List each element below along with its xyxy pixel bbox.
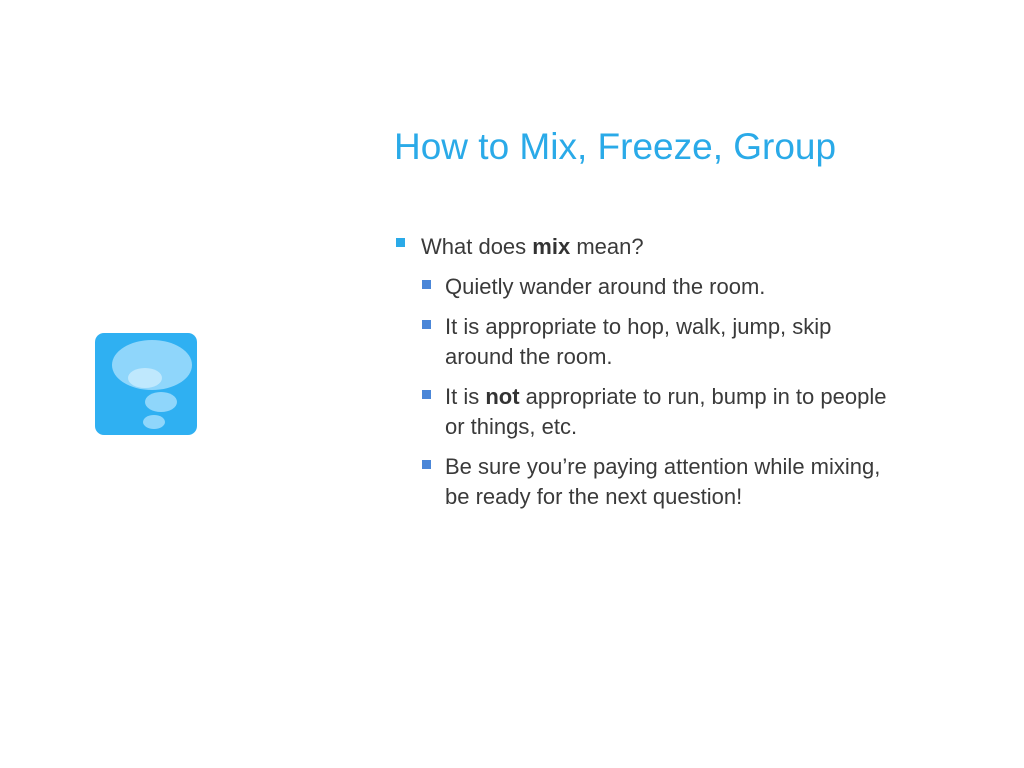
square-bullet-icon xyxy=(422,320,431,329)
sub-bullet-text: It is appropriate to hop, walk, jump, skip around the room. xyxy=(445,314,832,369)
bullet-list xyxy=(396,232,916,522)
sub-bullet-text-bold: not xyxy=(485,384,520,409)
sub-bullet-item xyxy=(422,272,905,302)
thought-bubble-icon xyxy=(94,332,198,436)
sub-bullet-text-after: appropriate to run, bump in to people or things, etc. xyxy=(445,384,887,439)
square-bullet-icon xyxy=(396,238,405,247)
sub-bullet-item xyxy=(422,312,905,372)
slide-title: How to Mix, Freeze, Group xyxy=(394,126,837,167)
sub-bullet-text: Be sure you’re paying attention while mixing, be ready for the next question! xyxy=(445,454,881,509)
sub-bullet-text-before: It is xyxy=(445,384,486,409)
bullet-item-mix-question xyxy=(396,232,916,262)
sub-bullet-item xyxy=(422,382,905,442)
square-bullet-icon xyxy=(422,460,431,469)
square-bullet-icon xyxy=(422,280,431,289)
sub-bullet-text: Quietly wander around the room. xyxy=(445,274,766,299)
square-bullet-icon xyxy=(422,390,431,399)
bullet-text-after: mean? xyxy=(570,234,644,259)
bullet-text-bold: mix xyxy=(532,234,571,259)
sub-bullet-list xyxy=(422,272,916,512)
bullet-text-before: What does xyxy=(421,234,533,259)
sub-bullet-item xyxy=(422,452,905,512)
